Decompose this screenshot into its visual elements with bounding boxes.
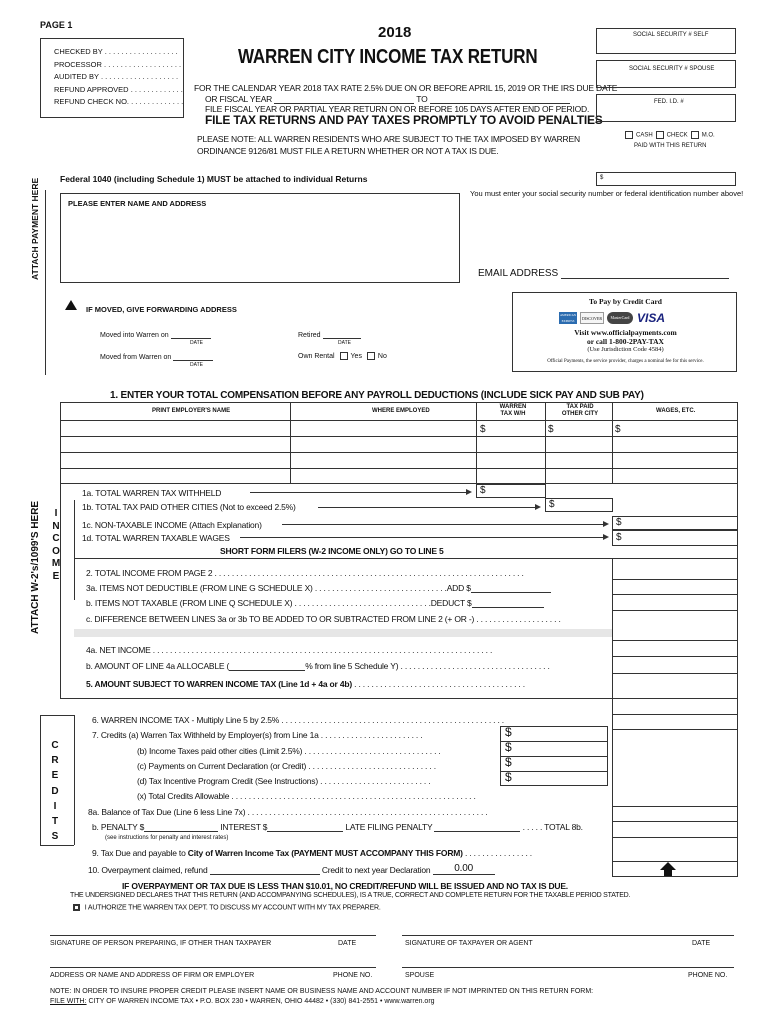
must-enter-note: You must enter your social security number or federal identification number above!	[470, 189, 744, 198]
authorize-row: I AUTHORIZE THE WARREN TAX DEPT. TO DISCUSS MY ACCOUNT WITH MY TAX PREPARER.	[70, 904, 381, 911]
payment-method: CASH CHECK M.O.	[622, 131, 715, 139]
file-with-address: FILE WITH: CITY OF WARREN INCOME TAX • P.O. BOX 230 • WARREN, OHIO 44482 • (330) 841-2551 • www.warren.org	[50, 998, 435, 1005]
firm-phone-label: PHONE NO.	[333, 972, 373, 979]
penalty-note: (see instructions for penalty and interest rates)	[105, 835, 229, 841]
line-7b-field[interactable]: $	[505, 740, 512, 754]
declaration: THE UNDERSIGNED DECLARES THAT THIS RETURN (AND ACCOMPANYING SCHEDULES), IS A TRUE, CORRECT AND COMPLETE RETURN FOR THE TAXABLE PERIOD STATED.	[70, 892, 631, 899]
authorize-checkbox[interactable]	[73, 904, 80, 911]
credit-card-box: To Pay by Credit Card AMERICAN EXPRESS DISCOVER MasterCard VISA Visit www.officialpayments.com or call 1-800-2PAY-TAX (Use Jurisdiction Code 4584) Official Payments, the service provider, charges a nominal fee for this service.	[512, 292, 737, 372]
moved-into-row: Moved into Warren on	[100, 330, 211, 339]
note-line-1: PLEASE NOTE: ALL WARREN RESIDENTS WHO ARE SUBJECT TO THE TAX IMPOSED BY WARREN	[197, 134, 580, 144]
name-address-box[interactable]: PLEASE ENTER NAME AND ADDRESS	[60, 193, 460, 283]
interest-field[interactable]	[267, 823, 343, 832]
section-1-heading: 1. ENTER YOUR TOTAL COMPENSATION BEFORE ANY PAYROLL DEDUCTIONS (INCLUDE SICK PAY AND SUB PAY)	[110, 390, 644, 401]
sig-preparer-label: SIGNATURE OF PERSON PREPARING, IF OTHER THAN TAXPAYER	[50, 940, 272, 947]
line-3a-field[interactable]	[471, 584, 551, 593]
page-label: PAGE 1	[40, 20, 73, 30]
discover-logo: DISCOVER	[580, 312, 604, 324]
spouse-signature-line[interactable]	[402, 967, 734, 968]
moved-into-field[interactable]	[171, 330, 211, 339]
line-7c-field[interactable]: $	[505, 755, 512, 769]
sig-taxpayer-label: SIGNATURE OF TAXPAYER OR AGENT	[405, 940, 533, 947]
note-line-2: ORDINANCE 9126/81 MUST FILE A RETURN WHETHER OR NOT A TAX IS DUE.	[197, 146, 499, 156]
line-1c: 1c. NON-TAXABLE INCOME (Attach Explanation)	[82, 520, 262, 530]
payment-amount-field[interactable]: $	[596, 172, 736, 186]
col-employer: PRINT EMPLOYER'S NAME	[152, 408, 231, 414]
office-refund-check-no: REFUND CHECK NO. . . . . . . . . . . . . .	[54, 97, 184, 107]
line-1b-field[interactable]: $	[545, 498, 613, 512]
line-8b: b. PENALTY $ INTEREST $ LATE FILING PENALTY . . . . . TOTAL 8b.	[92, 822, 583, 832]
mastercard-logo: MasterCard	[607, 312, 633, 324]
overpayment-note: IF OVERPAYMENT OR TAX DUE IS LESS THAN $10.01, NO CREDIT/REFUND WILL BE ISSUED AND NO TAX IS DUE.	[122, 881, 568, 891]
fiscal-from-field[interactable]	[274, 95, 414, 104]
line-8a: 8a. Balance of Tax Due (Line 6 less Line 7x) . . . . . . . . . . . . . . . . . . . . . . . . . . . . . . . . . . . . . . . . . . . . . . . . . . . . . . . .	[88, 807, 488, 817]
email-field[interactable]	[561, 270, 729, 279]
col-other-city: TAX PAID OTHER CITY	[561, 404, 599, 417]
line-4b: b. AMOUNT OF LINE 4a ALLOCABLE ( % from line 5 Schedule Y) . . . . . . . . . . . . . . . . . . . . . . . . . . . . . . . . . . .	[86, 661, 550, 671]
sig-preparer-date-label: DATE	[338, 940, 357, 947]
line-5: 5. AMOUNT SUBJECT TO WARREN INCOME TAX (Line 1d + 4a or 4b) . . . . . . . . . . . . . . . . . . . . . . . . . . . . . . . . . . . . . . . .	[86, 679, 525, 689]
line-1a: 1a. TOTAL WARREN TAX WITHHELD	[82, 488, 222, 498]
own-rental-row: Own Rental Yes No	[298, 352, 387, 360]
office-audited-by: AUDITED BY . . . . . . . . . . . . . . . . . . .	[54, 72, 179, 82]
line-1d-field[interactable]: $	[612, 530, 738, 546]
firm-address-label: ADDRESS OR NAME AND ADDRESS OF FIRM OR EMPLOYER	[50, 972, 255, 979]
line-7x: (x) Total Credits Allowable . . . . . . . . . . . . . . . . . . . . . . . . . . . . . . . . . . . . . . . . . . . . . . . . . . . . . . . . .	[137, 791, 476, 801]
no-checkbox[interactable]	[367, 352, 375, 360]
attach-w2-label: ATTACH W-2's/1099'S HERE	[30, 500, 41, 634]
cash-checkbox[interactable]	[625, 131, 633, 139]
short-form-note: SHORT FORM FILERS (W-2 INCOME ONLY) GO TO LINE 5	[220, 546, 444, 556]
yes-checkbox[interactable]	[340, 352, 348, 360]
paid-with-label: PAID WITH THIS RETURN	[634, 143, 707, 149]
firm-address-line[interactable]	[50, 967, 376, 968]
fiscal-to-field[interactable]	[430, 95, 570, 104]
line-2: 2. TOTAL INCOME FROM PAGE 2 . . . . . . . . . . . . . . . . . . . . . . . . . . . . . . . . . . . . . . . . . . . . . . . . . . . . . . . . . . . . . . . . . . . . . . . .	[86, 568, 524, 578]
line-1d: 1d. TOTAL WARREN TAXABLE WAGES	[82, 533, 230, 543]
line-9: 9. Tax Due and payable to City of Warren Income Tax (PAYMENT MUST ACCOMPANY THIS FORM) . . . . . . . . . . . . . . . .	[92, 848, 532, 858]
line-3a: 3a. ITEMS NOT DEDUCTIBLE (FROM LINE G SCHEDULE X) . . . . . . . . . . . . . . . . . . . . . . . . . . . . . . .ADD $	[86, 583, 551, 593]
late-filing-field[interactable]	[434, 823, 520, 832]
line-3b: b. ITEMS NOT TAXABLE (FROM LINE Q SCHEDULE X) . . . . . . . . . . . . . . . . . . . . . . . . . . . . . . . .DEDUCT $	[86, 598, 544, 608]
spouse-label: SPOUSE	[405, 972, 435, 979]
refund-field[interactable]	[210, 866, 320, 875]
preparer-signature-line[interactable]	[50, 935, 376, 936]
up-arrow-icon	[65, 300, 77, 310]
office-checked-by: CHECKED BY . . . . . . . . . . . . . . . . . .	[54, 47, 178, 56]
credit-next-year-field[interactable]: 0.00	[433, 863, 495, 875]
attach-payment-label: ATTACH PAYMENT HERE	[30, 177, 40, 280]
line-10: 10. Overpayment claimed, refund Credit to next year Declaration 0.00	[88, 863, 495, 875]
col-where: WHERE EMPLOYED	[372, 408, 430, 414]
fed-1040-note: Federal 1040 (including Schedule 1) MUST be attached to individual Returns	[60, 174, 368, 184]
line-4a: 4a. NET INCOME . . . . . . . . . . . . . . . . . . . . . . . . . . . . . . . . . . . . . . . . . . . . . . . . . . . . . . . . . . . . . . . . . . . . . . . . . . . . . . .	[86, 645, 493, 655]
col-wages: WAGES, ETC.	[656, 408, 696, 414]
office-processor: PROCESSOR . . . . . . . . . . . . . . . . . . .	[54, 59, 182, 69]
line-7c: (c) Payments on Current Declaration (or Credit) . . . . . . . . . . . . . . . . . . . . . . . . . . . . . .	[137, 761, 436, 771]
bottom-note: NOTE: IN ORDER TO INSURE PROPER CREDIT PLEASE INSERT NAME OR BUSINESS NAME AND ACCOUNT NUMBER IF NOT IMPRINTED ON THIS RETURN FORM:	[50, 988, 594, 995]
moved-from-row: Moved from Warren on	[100, 352, 213, 361]
ssn-self-field[interactable]: SOCIAL SECURITY # SELF	[596, 28, 736, 54]
line-4b-percent-field[interactable]	[229, 662, 305, 671]
fiscal-note: FILE FISCAL YEAR OR PARTIAL YEAR RETURN ON OR BEFORE 105 DAYS AFTER END OF PERIOD.	[205, 104, 590, 114]
mo-checkbox[interactable]	[691, 131, 699, 139]
check-checkbox[interactable]	[656, 131, 664, 139]
credits-letters: C R E D I T S	[51, 740, 59, 843]
fed-id-field[interactable]: FED. I.D. #	[596, 94, 736, 122]
line-6: 6. WARREN INCOME TAX - Multiply Line 5 by 2.5% . . . . . . . . . . . . . . . . . . . . . . . . . . . . . . . . . . . . . . . . . . . . . . . . . . . .	[92, 715, 504, 725]
line-3c: c. DIFFERENCE BETWEEN LINES 3a or 3b TO BE ADDED TO OR SUBTRACTED FROM LINE 2 (+ OR -) . . . . . . . . . . . . . . . . . . . .	[86, 614, 561, 624]
file-promptly-banner: FILE TAX RETURNS AND PAY TAXES PROMPTLY TO AVOID PENALTIES	[205, 113, 603, 127]
col-warren-wh: WARREN TAX W/H	[499, 404, 527, 417]
sig-taxpayer-date-label: DATE	[692, 940, 711, 947]
line-1c-field[interactable]: $	[612, 516, 738, 530]
employer-table	[60, 402, 738, 484]
income-letters: I N C O M E	[51, 508, 61, 582]
spouse-phone-label: PHONE NO.	[688, 972, 728, 979]
line-7a-field[interactable]: $	[505, 725, 512, 739]
line-1a-field[interactable]: $	[476, 484, 546, 498]
forwarding-label: IF MOVED, GIVE FORWARDING ADDRESS	[86, 305, 237, 314]
office-refund-approved: REFUND APPROVED . . . . . . . . . . . . .	[54, 84, 183, 94]
line-3b-field[interactable]	[472, 599, 544, 608]
amex-logo: AMERICAN EXPRESS	[559, 313, 576, 323]
calendar-year-line: FOR THE CALENDAR YEAR 2018 TAX RATE 2.5% DUE ON OR BEFORE APRIL 15, 2019 OR THE IRS DUE DATE	[194, 83, 618, 93]
line-1b: 1b. TOTAL TAX PAID OTHER CITIES (Not to exceed 2.5%)	[82, 502, 296, 512]
form-year: 2018	[378, 24, 412, 41]
penalty-field[interactable]	[144, 823, 218, 832]
retired-field[interactable]	[323, 330, 361, 339]
line-7d: (d) Tax Incentive Program Credit (See Instructions) . . . . . . . . . . . . . . . . . . . . . . . . . .	[137, 776, 431, 786]
form-title: WARREN CITY INCOME TAX RETURN	[238, 46, 538, 68]
visa-logo: VISA	[637, 311, 666, 325]
ssn-spouse-field[interactable]: SOCIAL SECURITY # SPOUSE	[596, 60, 736, 88]
retired-row: Retired	[298, 330, 361, 339]
moved-from-field[interactable]	[173, 352, 213, 361]
fiscal-year-line: OR FISCAL YEAR TO	[205, 94, 570, 104]
email-line: EMAIL ADDRESS	[478, 268, 729, 279]
line-7b: (b) Income Taxes paid other cities (Limit 2.5%) . . . . . . . . . . . . . . . . . . . . . . . . . . . . . . . .	[137, 746, 441, 756]
line-7d-field[interactable]: $	[505, 770, 512, 784]
line-7a: 7. Credits (a) Warren Tax Withheld by Employer(s) from Line 1a . . . . . . . . . . . . . . . . . . . . . . . .	[92, 730, 423, 740]
taxpayer-signature-line[interactable]	[402, 935, 734, 936]
